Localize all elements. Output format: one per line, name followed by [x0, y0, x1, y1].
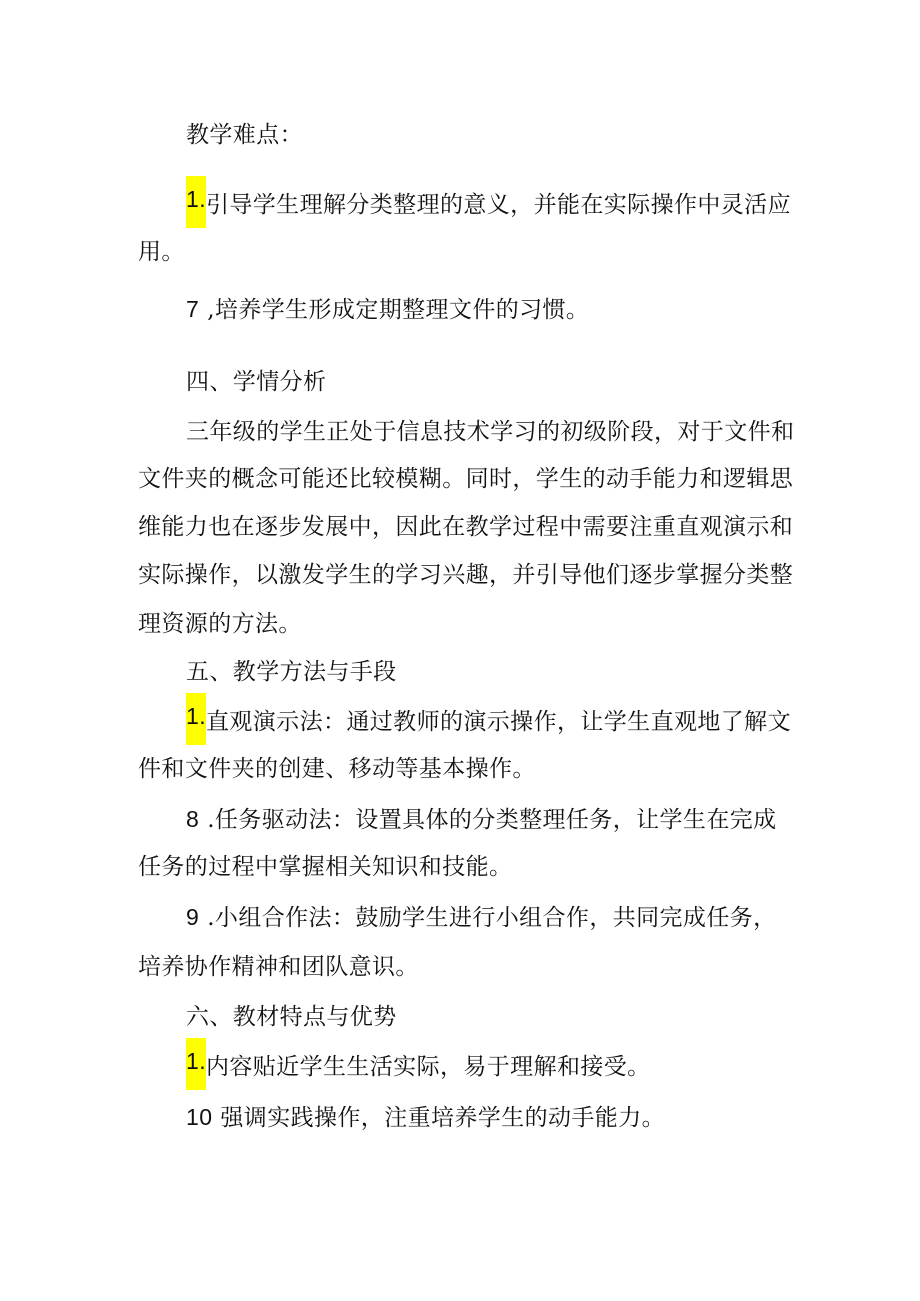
section-5-heading: 五、教学方法与手段 [186, 659, 397, 685]
method-item-2-continued: 任务的过程中掌握相关知识和技能。 [138, 854, 513, 880]
method-item-1: 1.直观演示法：通过教师的演示操作，让学生直观地了解文 [186, 705, 791, 739]
difficulty-item-2: 7 ,培养学生形成定期整理文件的习惯。 [186, 296, 590, 323]
method-item-2: 8 .任务驱动法：设置具体的分类整理任务，让学生在完成 [186, 806, 777, 833]
difficulty-item-1: 1.引导学生理解分类整理的意义，并能在实际操作中灵活应 [186, 188, 791, 222]
section-4-para-line: 维能力也在逐步发展中，因此在教学过程中需要注重直观演示和 [138, 514, 794, 540]
list-number-highlight: 1. [186, 693, 206, 745]
section-4-para-line: 三年级的学生正处于信息技术学习的初级阶段，对于文件和 [186, 419, 795, 445]
list-number-highlight: 1. [186, 176, 206, 228]
section-4-heading: 四、学情分析 [186, 369, 327, 395]
method-item-1-continued: 件和文件夹的创建、移动等基本操作。 [138, 756, 536, 782]
difficulty-heading: 教学难点： [186, 122, 303, 148]
section-6-heading: 六、教材特点与优势 [186, 1004, 397, 1030]
section-4-para-line: 文件夹的概念可能还比较模糊。同时，学生的动手能力和逻辑思 [138, 466, 794, 492]
list-number-highlight: 1. [186, 1038, 206, 1090]
difficulty-item-1-continued: 用。 [138, 239, 185, 265]
feature-item-1: 1.内容贴近学生生活实际，易于理解和接受。 [186, 1050, 651, 1084]
section-4-para-line: 实际操作，以激发学生的学习兴趣，并引导他们逐步掌握分类整 [138, 562, 794, 588]
method-item-3: 9 .小组合作法：鼓励学生进行小组合作，共同完成任务， [186, 904, 777, 931]
section-4-para-line: 理资源的方法。 [138, 611, 302, 637]
feature-item-2: 10 强调实践操作，注重培养学生的动手能力。 [186, 1104, 665, 1131]
method-item-3-continued: 培养协作精神和团队意识。 [138, 954, 419, 980]
